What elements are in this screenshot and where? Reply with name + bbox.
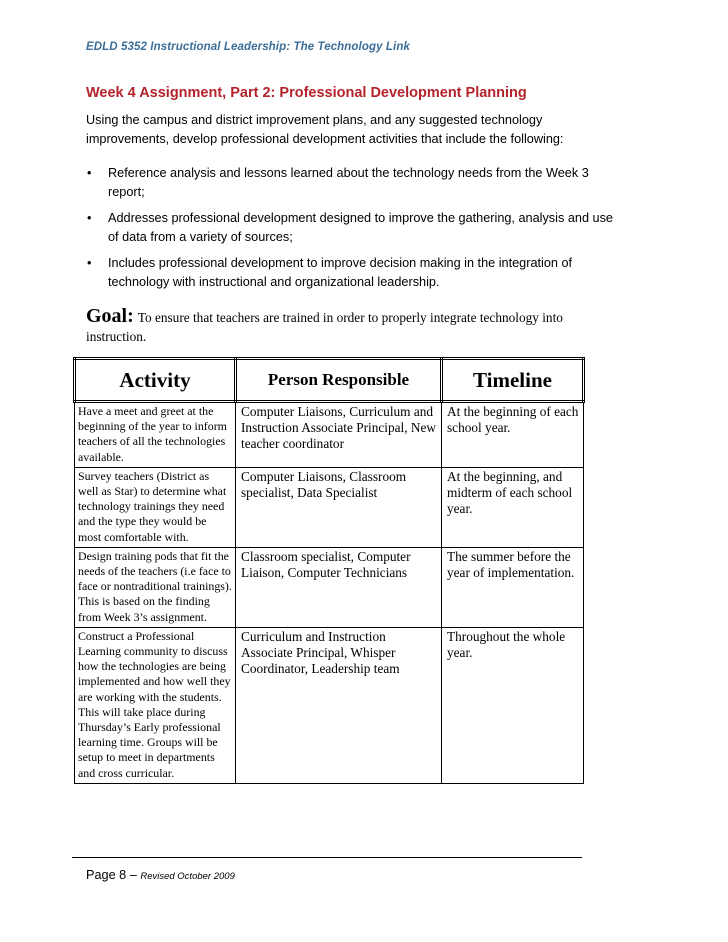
table-row <box>75 467 584 547</box>
column-header-activity: Activity <box>75 359 236 402</box>
list-item <box>86 209 646 247</box>
bullet-icon: • <box>87 256 92 270</box>
activity-cell: Design training pods that fit the needs of the teachers (i.e face to face or nontraditional trainings). This is based on the finding from Week 3’s assignment. <box>75 547 236 627</box>
activity-cell: Survey teachers (District as well as Star) to determine what technology trainings they need and the type they would be most comfortable with. <box>75 467 236 547</box>
table-row <box>75 627 584 783</box>
goal-text: To ensure that teachers are trained in order to properly integrate technology into instruction. <box>86 310 563 344</box>
timeline-cell: At the beginning, and midterm of each school year. <box>442 467 584 547</box>
table-row <box>75 547 584 627</box>
timeline-cell: Throughout the whole year. <box>442 627 584 783</box>
intro-paragraph: Using the campus and district improvement plans, and any suggested technology improvements, develop professional development activities that include the following: <box>86 113 564 146</box>
activity-cell: Construct a Professional Learning community to discuss how the technologies are being implemented and how well they are working with the students. This will take place during Thursday’s Early professional learning time. Groups will be setup to meet in departments and cross curricular. <box>75 627 236 783</box>
timeline-cell: The summer before the year of implementation. <box>442 547 584 627</box>
activity-cell: Have a meet and greet at the beginning of the year to inform teachers of all the technologies available. <box>75 402 236 468</box>
list-item-text: Addresses professional development designed to improve the gathering, analysis and use of data from a variety of sources; <box>108 211 613 244</box>
table-header-row <box>75 359 584 402</box>
page-number: Page 8 – <box>86 868 141 882</box>
professional-development-table <box>73 357 585 784</box>
bullet-icon: • <box>87 211 92 225</box>
page-footer <box>86 868 235 882</box>
revision-date: Revised October 2009 <box>140 871 235 882</box>
person-cell: Computer Liaisons, Classroom specialist, Data Specialist <box>236 467 442 547</box>
requirements-list <box>86 164 646 299</box>
person-cell: Classroom specialist, Computer Liaison, Computer Technicians <box>236 547 442 627</box>
list-item <box>86 254 646 292</box>
column-header-person-responsible: Person Responsible <box>236 359 442 402</box>
column-header-timeline: Timeline <box>442 359 584 402</box>
section-title: Week 4 Assignment, Part 2: Professional Development Planning <box>86 85 527 101</box>
table-row <box>75 402 584 468</box>
person-cell: Curriculum and Instruction Associate Principal, Whisper Coordinator, Leadership team <box>236 627 442 783</box>
list-item <box>86 164 646 202</box>
bullet-icon: • <box>87 166 92 180</box>
timeline-cell: At the beginning of each school year. <box>442 402 584 468</box>
list-item-text: Reference analysis and lessons learned about the technology needs from the Week 3 report; <box>108 166 589 199</box>
footer-divider <box>72 857 582 858</box>
person-cell: Computer Liaisons, Curriculum and Instruction Associate Principal, New teacher coordinator <box>236 402 442 468</box>
list-item-text: Includes professional development to improve decision making in the integration of technology with instructional and organizational leadership. <box>108 256 573 289</box>
goal-label: Goal: <box>86 305 134 327</box>
document-header: EDLD 5352 Instructional Leadership: The Technology Link <box>86 41 410 53</box>
goal-statement <box>86 305 646 346</box>
